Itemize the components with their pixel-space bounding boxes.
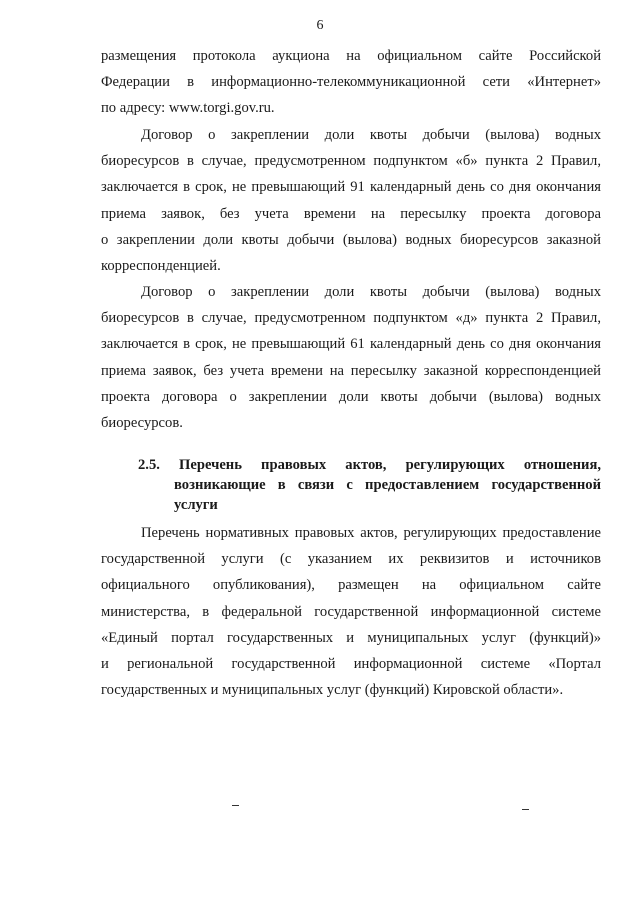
text-line: проекта договора о закреплении доли квоты добычи (вылова) водных bbox=[101, 388, 601, 405]
heading-line: возникающие в связи с предоставлением государственной bbox=[174, 477, 601, 493]
text-line: Перечень нормативных правовых актов, регулирующих предоставление bbox=[141, 525, 601, 541]
text-line: корреспонденцией. bbox=[101, 258, 221, 275]
text-line: Договор о закреплении доли квоты добычи (вылова) водных bbox=[141, 284, 601, 300]
text-line: приема заявок, без учета времени на пересылку проекта договора bbox=[101, 205, 601, 222]
text-line: заключается в срок, не превышающий 91 календарный день со дня окончания bbox=[101, 179, 601, 196]
heading-line: услуги bbox=[174, 497, 218, 513]
text-line: приема заявок, без учета времени на пересылку заказной корреспонденцией bbox=[101, 362, 601, 379]
paragraph-dogovor-d bbox=[101, 279, 601, 436]
text-line: биоресурсов в случае, предусмотренном подпунктом «д» пункта 2 Правил, bbox=[101, 310, 601, 327]
text-line: официального опубликования), размещен на официальном сайте bbox=[101, 577, 601, 594]
text-line: и региональной государственной информационной системе «Портал bbox=[101, 656, 601, 673]
paragraph-perechen bbox=[101, 520, 601, 703]
text-line: государственных и муниципальных услуг (функций) Кировской области». bbox=[101, 682, 564, 699]
heading-line: 2.5. Перечень правовых актов, регулирующих отношения, bbox=[138, 457, 601, 473]
text-line: Договор о закреплении доли квоты добычи (вылова) водных bbox=[141, 127, 601, 143]
text-line: размещения протокола аукциона на официальном сайте Российской bbox=[101, 48, 601, 64]
text-line: по адресу: www.torgi.gov.ru. bbox=[101, 100, 275, 117]
paragraph-dogovor-b bbox=[101, 122, 601, 279]
paragraph-aukcion-continuation bbox=[101, 43, 601, 122]
text-line: биоресурсов. bbox=[101, 415, 183, 432]
section-heading bbox=[138, 455, 601, 515]
text-line: государственной услуги (с указанием их реквизитов и источников bbox=[101, 551, 601, 568]
text-line: Федерации в информационно-телекоммуникационной сети «Интернет» bbox=[101, 74, 601, 91]
text-line: «Единый портал государственных и муниципальных услуг (функций)» bbox=[101, 629, 601, 646]
text-line: министерства, в федеральной государственной информационной системе bbox=[101, 603, 601, 620]
text-line: заключается в срок, не превышающий 61 календарный день со дня окончания bbox=[101, 336, 601, 353]
page-number: 6 bbox=[316, 18, 324, 33]
scan-mark bbox=[232, 805, 239, 806]
text-line: о закреплении доли квоты добычи (вылова) водных биоресурсов заказной bbox=[101, 231, 601, 248]
text-line: биоресурсов в случае, предусмотренном подпунктом «б» пункта 2 Правил, bbox=[101, 153, 601, 170]
scan-mark bbox=[522, 809, 529, 810]
